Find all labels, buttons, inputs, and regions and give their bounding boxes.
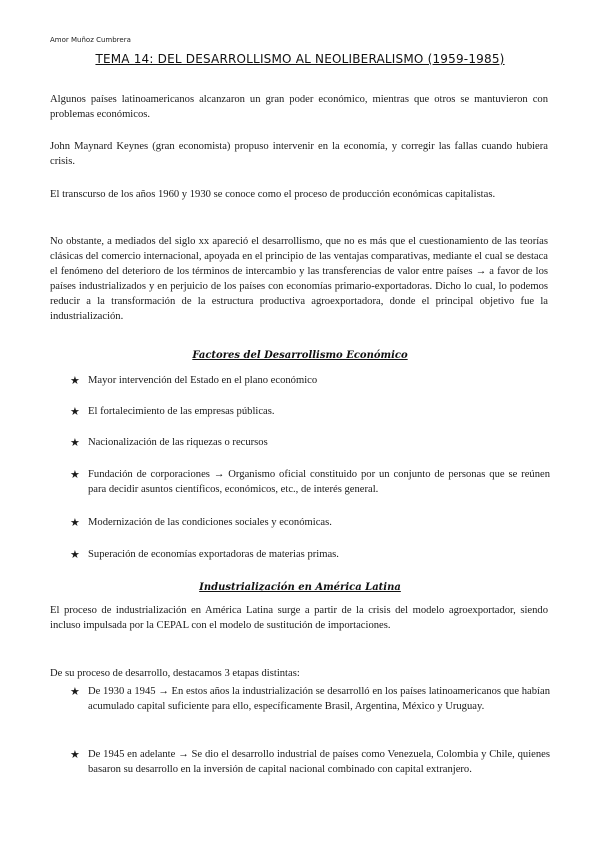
- list-item-text: Mayor intervención del Estado en el plano económico: [88, 375, 318, 386]
- page-title: TEMA 14: DEL DESARROLLISMO AL NEOLIBERALISMO (1959-1985): [95, 52, 505, 66]
- paragraph-industrializacion: El proceso de industrialización en América Latina surge a partir de la crisis del modelo agroexportador, siendo incluso impulsada por la CEPAL con el modelo de sustitución de importaciones.: [50, 605, 548, 631]
- list-item: [70, 684, 550, 714]
- section-heading-industrializacion: Industrialización en América Latina: [199, 582, 401, 593]
- list-item: [70, 373, 550, 388]
- list-item: [70, 747, 550, 777]
- list-item: [70, 515, 550, 530]
- list-item-text: El fortalecimiento de las empresas públicas.: [88, 406, 275, 417]
- paragraph-etapas-lead: De su proceso de desarrollo, destacamos 3 etapas distintas:: [50, 668, 300, 679]
- star-icon: ★: [70, 468, 80, 481]
- paragraph-years: El transcurso de los años 1960 y 1930 se conoce como el proceso de producción económicas capitalistas.: [50, 189, 496, 200]
- list-item-text: Superación de economías exportadoras de materias primas.: [88, 549, 339, 560]
- list-item-text: De 1945 en adelante → Se dio el desarrollo industrial de países como Venezuela, Colombia y Chile, quienes basaron su desarrollo en la inversión de capital nacional combinado con capital extranjero.: [88, 749, 550, 775]
- paragraph-desarrollismo: No obstante, a mediados del siglo xx apareció el desarrollismo, que no es más que el cuestionamiento de las teorías clásicas del comercio internacional, apoyada en el principio de las ventajas comparativas, mediante el cual se destaca el fenómeno del deterioro de los términos de intercambio y las transferencias de valor entre países → a favor de los países industrializados y en perjuicio de los países con economías primario-exportadoras. Dicho lo cual, lo podemos reducir a la transformación de la estructura productiva agroexportadora, donde el principal objetivo fue la industrialización.: [50, 236, 548, 322]
- star-icon: ★: [70, 548, 80, 561]
- star-icon: ★: [70, 685, 80, 698]
- list-item-text: De 1930 a 1945 → En estos años la industrialización se desarrolló en los países latinoamericanos que habían acumulado capital suficiente para ello, específicamente Brasil, Argentina, México y Uruguay.: [88, 686, 550, 712]
- star-icon: ★: [70, 405, 80, 418]
- star-icon: ★: [70, 374, 80, 387]
- list-item-text: Nacionalización de las riquezas o recursos: [88, 437, 268, 448]
- list-item: [70, 547, 550, 562]
- list-item: [70, 467, 550, 497]
- author-name: Amor Muñoz Cumbrera: [50, 36, 131, 44]
- list-item-text: Modernización de las condiciones sociales y económicas.: [88, 517, 332, 528]
- list-item: [70, 435, 550, 450]
- section-heading-factores: Factores del Desarrollismo Económico: [192, 350, 408, 361]
- star-icon: ★: [70, 436, 80, 449]
- paragraph-intro: Algunos países latinoamericanos alcanzaron un gran poder económico, mientras que otros se mantuvieron con problemas económicos.: [50, 94, 548, 120]
- list-item: [70, 404, 550, 419]
- paragraph-keynes: John Maynard Keynes (gran economista) propuso intervenir en la economía, y corregir las fallas cuando hubiera crisis.: [50, 141, 548, 167]
- list-item-text: Fundación de corporaciones → Organismo oficial constituido por un conjunto de personas que se reúnen para decidir asuntos científicos, económicos, etc., de interés general.: [88, 469, 550, 495]
- star-icon: ★: [70, 516, 80, 529]
- star-icon: ★: [70, 748, 80, 761]
